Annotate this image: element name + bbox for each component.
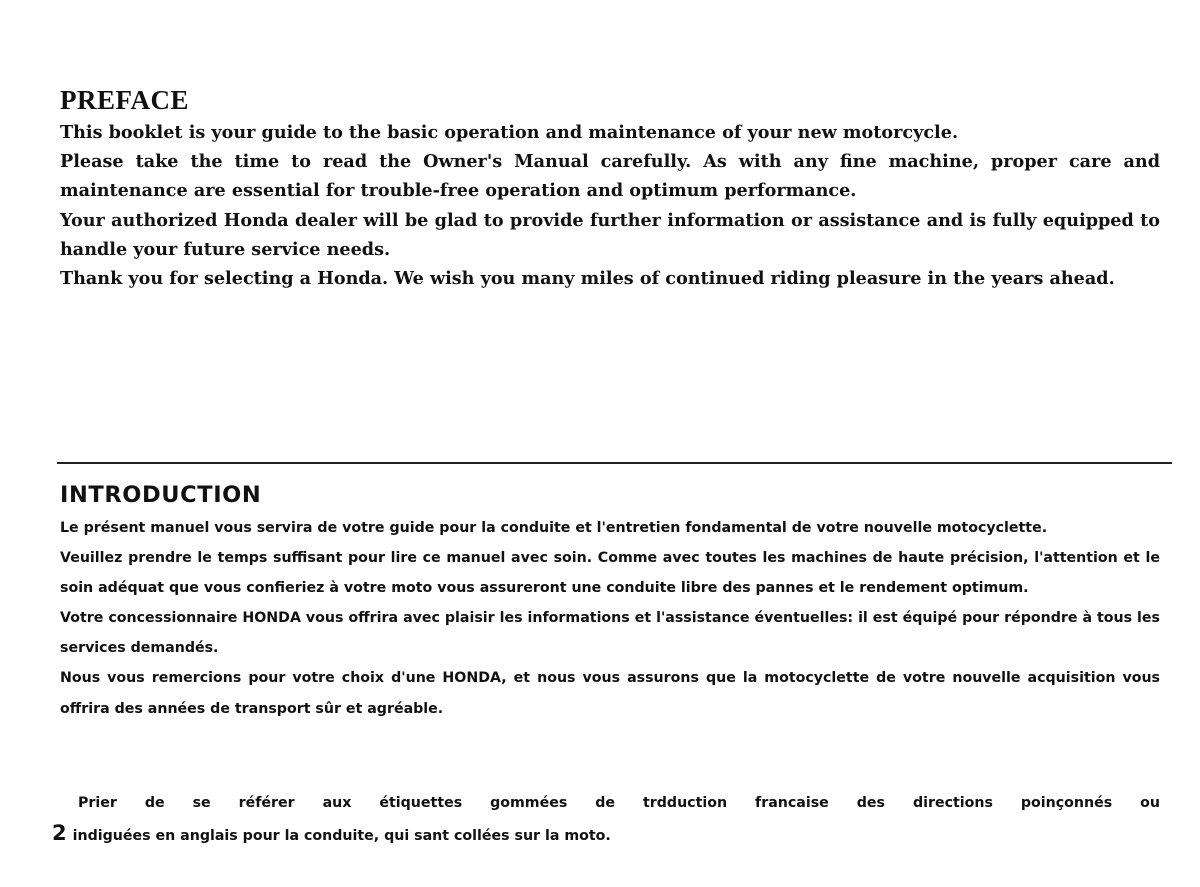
introduction-paragraph-2: Veuillez prendre le temps suffisant pour lire ce manuel avec soin. Comme avec toutes les machines de haute précision, l'attention et le soin adéquat que vous confieriez à votre moto vous assureront une conduite libre des pannes et le rendement optimum. — [60, 550, 1160, 597]
section-divider — [57, 462, 1172, 464]
preface-heading: PREFACE — [60, 85, 189, 115]
introduction-section — [60, 480, 1160, 724]
preface-paragraph-3: Your authorized Honda dealer will be glad to provide further information or assistance and is fully equipped to handle your future service needs. — [60, 209, 1160, 260]
translation-note — [52, 788, 1160, 851]
introduction-paragraph-1: Le présent manuel vous servira de votre guide pour la conduite et l'entretien fondamental de votre nouvelle motocyclette. — [60, 520, 1048, 536]
translation-note-line-1: Prier de se référer aux étiquettes gommées de trdduction francaise des directions poinçonnés ou — [78, 795, 1160, 811]
introduction-heading: INTRODUCTION — [60, 482, 262, 508]
preface-section — [60, 84, 1160, 293]
introduction-paragraph-3: Votre concessionnaire HONDA vous offrira avec plaisir les informations et l'assistance éventuelles: il est équipé pour répondre à tous les services demandés. — [60, 610, 1160, 657]
preface-paragraph-4: Thank you for selecting a Honda. We wish you many miles of continued riding pleasure in the years ahead. — [60, 268, 1115, 290]
translation-note-line-2: indiguées en anglais pour la conduite, qui sant collées sur la moto. — [72, 828, 611, 844]
translation-note-line-2-wrapper — [52, 818, 1160, 851]
preface-paragraph-2: Please take the time to read the Owner's Manual carefully. As with any fine machine, proper care and maintenance are essential for trouble-free operation and optimum performance. — [60, 151, 1160, 202]
introduction-paragraph-4: Nous vous remercions pour votre choix d'une HONDA, et nous vous assurons que la motocyclette de votre nouvelle acquisition vous offrira des années de transport sûr et agréable. — [60, 670, 1160, 717]
preface-paragraph-1: This booklet is your guide to the basic operation and maintenance of your new motorcycle. — [60, 122, 959, 143]
page-number: 2 — [52, 821, 67, 845]
